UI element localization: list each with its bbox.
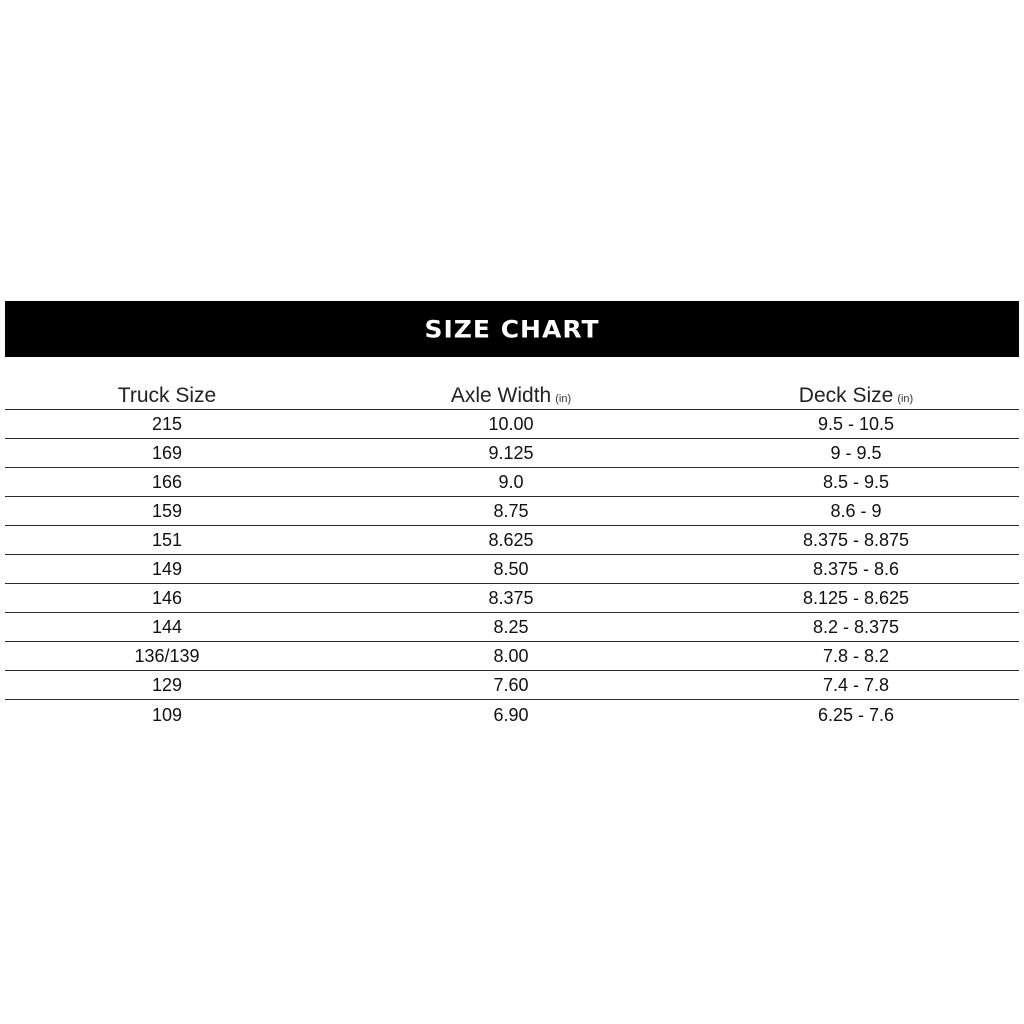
truck-size-cell: 109 <box>151 704 183 725</box>
table-row <box>5 700 1019 729</box>
unit-label: (in) <box>897 393 914 405</box>
size-table <box>5 375 1019 729</box>
table-row <box>5 671 1019 700</box>
column-header-label: Axle Width <box>450 384 552 407</box>
table-row <box>5 526 1019 555</box>
column-header-deck-size <box>693 385 1019 406</box>
truck-size-cell: 166 <box>151 472 183 492</box>
deck-size-cell: 8.2 - 8.375 <box>812 617 900 637</box>
table-row <box>5 613 1019 642</box>
axle-width-cell: 7.60 <box>493 675 529 695</box>
deck-size-cell: 9.5 - 10.5 <box>817 414 895 434</box>
deck-size-cell: 8.375 - 8.6 <box>812 559 900 579</box>
truck-size-cell: 146 <box>151 588 183 608</box>
deck-size-cell: 9 - 9.5 <box>830 443 882 463</box>
column-header-truck-size <box>5 385 329 406</box>
truck-size-cell: 129 <box>151 675 183 695</box>
deck-size-cell: 7.8 - 8.2 <box>822 646 890 666</box>
column-header-label: Truck Size <box>117 384 217 407</box>
column-header-axle-width <box>329 385 693 406</box>
truck-size-cell: 136/139 <box>134 646 200 666</box>
deck-size-cell: 8.375 - 8.875 <box>802 530 910 550</box>
axle-width-cell: 8.50 <box>493 559 529 579</box>
table-row <box>5 410 1019 439</box>
axle-width-cell: 8.00 <box>493 646 529 666</box>
deck-size-cell: 8.6 - 9 <box>830 501 882 521</box>
deck-size-cell: 8.5 - 9.5 <box>822 472 890 492</box>
deck-size-cell: 7.4 - 7.8 <box>822 675 890 695</box>
axle-width-cell: 10.00 <box>488 414 534 434</box>
deck-size-cell: 8.125 - 8.625 <box>802 588 910 608</box>
axle-width-cell: 8.75 <box>493 501 529 521</box>
table-row <box>5 468 1019 497</box>
truck-size-cell: 149 <box>151 559 183 579</box>
column-header-label: Deck Size <box>798 384 894 407</box>
axle-width-cell: 6.90 <box>493 704 529 725</box>
axle-width-cell: 8.25 <box>493 617 529 637</box>
title-banner <box>5 301 1019 357</box>
table-row <box>5 497 1019 526</box>
table-row <box>5 439 1019 468</box>
axle-width-cell: 8.625 <box>488 530 534 550</box>
truck-size-cell: 159 <box>151 501 183 521</box>
truck-size-cell: 151 <box>151 530 183 550</box>
table-row <box>5 642 1019 671</box>
axle-width-cell: 9.0 <box>498 472 524 492</box>
unit-label: (in) <box>555 393 572 405</box>
truck-size-cell: 215 <box>151 414 183 434</box>
truck-size-cell: 144 <box>151 617 183 637</box>
table-header-row <box>5 375 1019 410</box>
table-row <box>5 555 1019 584</box>
axle-width-cell: 8.375 <box>488 588 534 608</box>
table-row <box>5 584 1019 613</box>
truck-size-cell: 169 <box>151 443 183 463</box>
axle-width-cell: 9.125 <box>488 443 534 463</box>
page-title: SIZE CHART <box>424 315 600 343</box>
deck-size-cell: 6.25 - 7.6 <box>817 704 895 725</box>
